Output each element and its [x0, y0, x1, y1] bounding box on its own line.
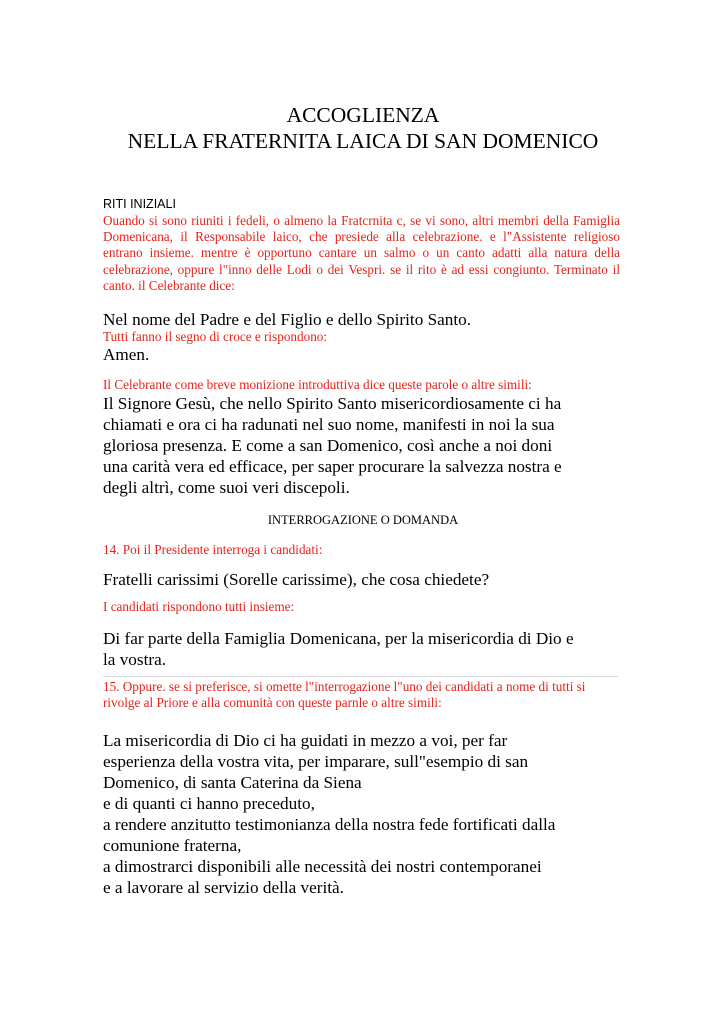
- speech-15-line: Domenico, di santa Caterina da Siena: [103, 773, 362, 792]
- monizione-line: chiamati e ora ci ha radunati nel suo nome, manifesti in noi la sua: [103, 415, 555, 434]
- speech-15-line: a dimostrarci disponibili alle necessità dei nostri contemporanei: [103, 857, 542, 876]
- answer-speech: [103, 628, 620, 670]
- monizione-speech: [103, 393, 620, 498]
- sign-of-cross-speech: Nel nome del Padre e del Figlio e dello Spirito Santo.: [103, 310, 472, 329]
- riti-iniziali-rubric: Ouando si sono riuniti i fedeli, o almeno la Fratcrnita c, se vi sono, altri membri della Famiglia Domenicana, il Responsabile laico, che presiede alla celebrazione. e l"Assistente religioso entrano insieme. mentre è opportuno cantare un salmo o un canto adatti alla natura della celebrazione, oppure l"inno delle Lodi o dei Vespri. se il rito è ad essi congiunto. Terminato il canto. il Celebrante dice:: [103, 213, 620, 293]
- title-line-2: NELLA FRATERNITA LAICA DI SAN DOMENICO: [127, 129, 599, 153]
- monizione-line: una carità vera ed efficace, per saper procurare la salvezza nostra e: [103, 457, 562, 476]
- interrogazione-heading: INTERROGAZIONE O DOMANDA: [267, 513, 459, 527]
- speech-15-line: e di quanti ci hanno preceduto,: [103, 794, 315, 813]
- monizione-line: Il Signore Gesù, che nello Spirito Santo misericordiosamente ci ha: [103, 394, 562, 413]
- speech-15-line: e a lavorare al servizio della verità.: [103, 878, 344, 897]
- monizione-rubric: Il Celebrante come breve monizione introduttiva dice queste parole o altre simili:: [103, 377, 532, 392]
- rubric-15: [103, 679, 620, 711]
- riti-iniziali-heading: RITI INIZIALI: [103, 197, 176, 211]
- answer-line: la vostra.: [103, 650, 167, 669]
- speech-15-line: a rendere anzitutto testimonianza della nostra fede fortificati dalla: [103, 815, 556, 834]
- speech-15-line: La misericordia di Dio ci ha guidati in mezzo a voi, per far: [103, 731, 508, 750]
- reply-rubric: I candidati rispondono tutti insieme:: [103, 599, 295, 614]
- speech-15-line: esperienza della vostra vita, per imparare, sull"esempio di san: [103, 752, 529, 771]
- speech-15-line: comunione fraterna,: [103, 836, 242, 855]
- monizione-line: gloriosa presenza. E come a san Domenico, così anche a noi doni: [103, 436, 553, 455]
- section-divider: [103, 676, 618, 677]
- rubric-15-line: 15. Oppure. se si preferisce, si omette l"interrogazione l"uno dei candidati a nome di tutti si: [103, 679, 586, 694]
- rubric-15-line: rivolge al Priore e alla comunità con queste parnle o altre simili:: [103, 695, 442, 711]
- monizione-line: degli altrì, come suoi veri discepoli.: [103, 478, 350, 497]
- question-speech: Fratelli carissimi (Sorelle carissime), che cosa chiedete?: [103, 570, 490, 589]
- answer-line: Di far parte della Famiglia Domenicana, per la misericordia di Dio e: [103, 629, 574, 648]
- amen-response: Amen.: [103, 345, 150, 364]
- page-title: [103, 102, 623, 154]
- rubric-14: 14. Poi il Presidente interroga i candidati:: [103, 542, 323, 557]
- sign-of-cross-rubric: Tutti fanno il segno di croce e rispondono:: [103, 329, 328, 344]
- title-line-1: ACCOGLIENZA: [286, 103, 440, 127]
- section-15-speech: [103, 730, 620, 898]
